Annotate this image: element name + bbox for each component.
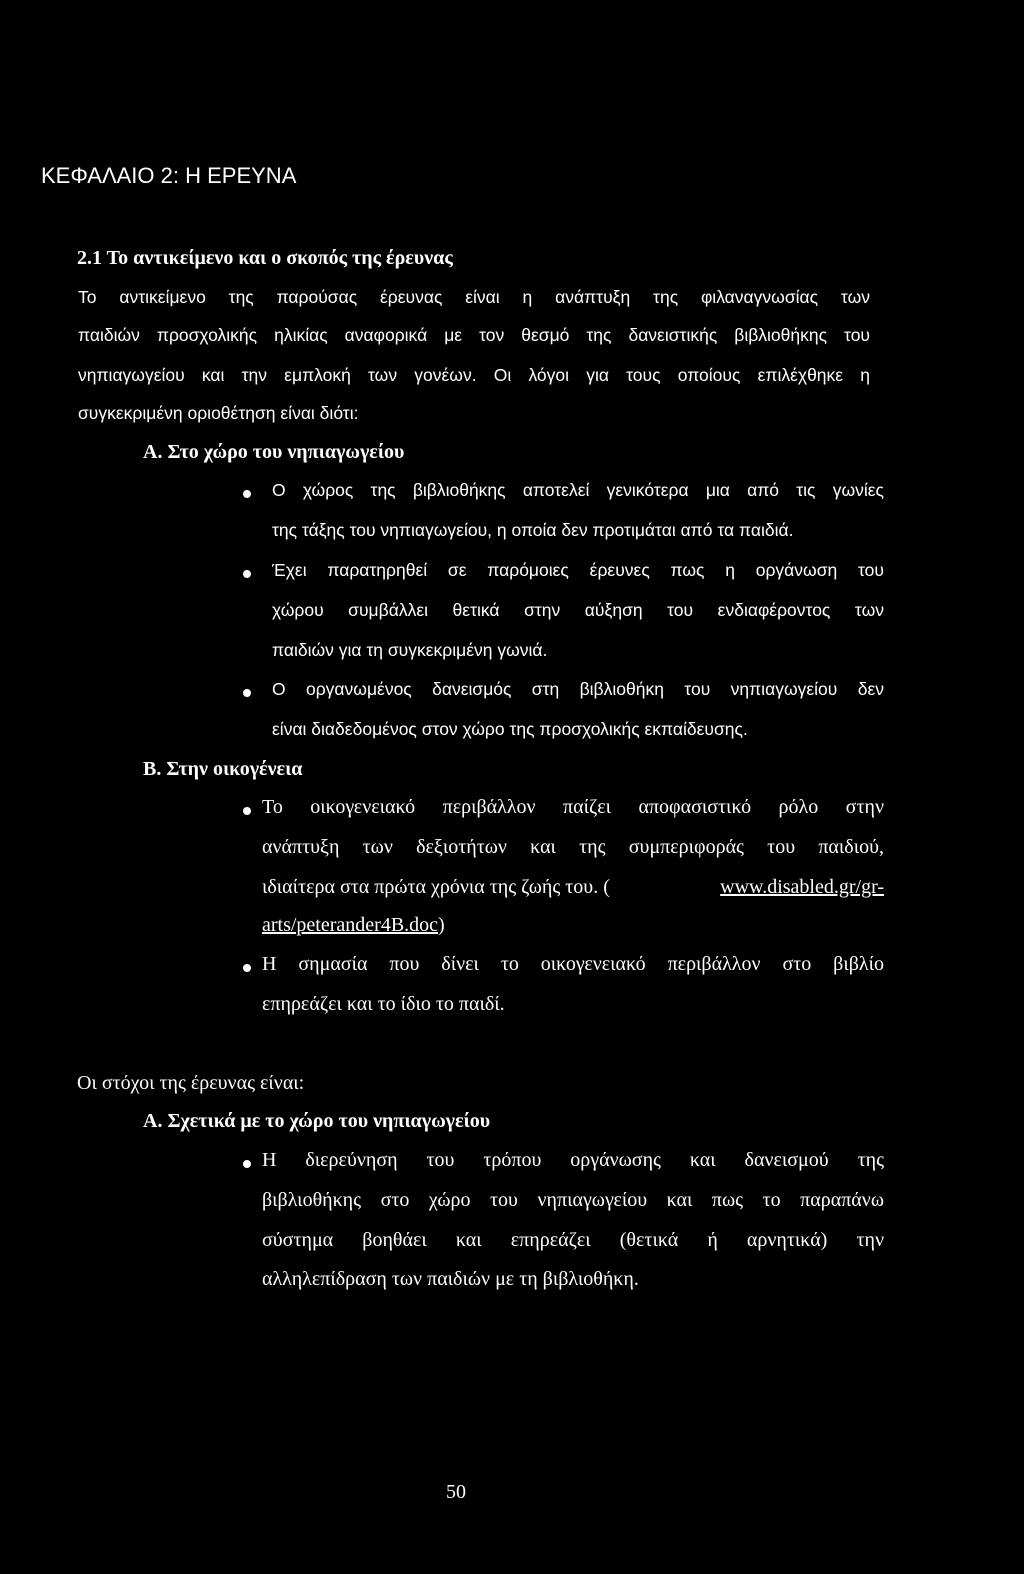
- intro-line-3: νηπιαγωγείου και την εμπλοκή των γονέων. Οι λόγοι για τους οποίους επιλέχθηκε η: [78, 365, 870, 385]
- intro-line-1: Το αντικείμενο της παρούσας έρευνας είναι η ανάπτυξη της φιλαναγνωσίας των: [78, 287, 870, 307]
- source-link-part-2[interactable]: arts/peterander4B.doc: [262, 914, 439, 936]
- section-a-bullet-2-line-3: παιδιών για τη συγκεκριμένη γωνιά.: [272, 640, 548, 660]
- section-b-bullet-1-line-1: Το οικογενειακό περιβάλλον παίζει αποφασιστικό ρόλο στην: [262, 796, 884, 818]
- section-b-bullet-1-line-2: ανάπτυξη των δεξιοτήτων και της συμπεριφοράς του παιδιού,: [262, 836, 884, 858]
- section-a-bullet-1-line-2: της τάξης του νηπιαγωγείου, η οποία δεν προτιμάται από τα παιδιά.: [272, 520, 794, 540]
- bullet-icon: [243, 1160, 251, 1168]
- bullet-icon: [243, 807, 251, 815]
- section-a-bullet-3-line-2: είναι διαδεδομένος στον χώρο της προσχολικής εκπαίδευσης.: [272, 719, 748, 739]
- intro-line-2: παιδιών προσχολικής ηλικίας αναφορικά με τον θεσμό της δανειστικής βιβλιοθήκης του: [78, 325, 870, 345]
- page-number: 50: [446, 1481, 466, 1503]
- bullet-icon: [243, 570, 251, 578]
- goals-bullet-line-3: σύστημα βοηθάει και επηρεάζει (θετικά ή αρνητικά) την: [262, 1229, 884, 1251]
- section-a-bullet-3-line-1: Ο οργανωμένος δανεισμός στη βιβλιοθήκη του νηπιαγωγείου δεν: [272, 679, 884, 699]
- section-b-bullet-1-line-4: [262, 914, 445, 937]
- source-link-part-1[interactable]: www.disabled.gr/gr-: [720, 876, 884, 898]
- bullet-icon: [243, 689, 251, 697]
- closing-paren: ): [438, 914, 445, 936]
- section-b-bullet-2-line-2: επηρεάζει και το ίδιο το παιδί.: [262, 993, 505, 1015]
- bullet-icon: [243, 964, 251, 972]
- goals-heading: Α. Σχετικά με το χώρο του νηπιαγωγείου: [143, 1110, 491, 1132]
- goals-intro: Οι στόχοι της έρευνας είναι:: [77, 1072, 305, 1094]
- section-b-bullet-1-text: ιδιαίτερα στα πρώτα χρόνια της ζωής του. (: [262, 876, 610, 898]
- section-a-heading: Α. Στο χώρο του νηπιαγωγείου: [143, 441, 405, 463]
- section-a-bullet-2-line-1: Έχει παρατηρηθεί σε παρόμοιες έρευνες πως η οργάνωση του: [272, 560, 884, 580]
- goals-bullet-line-2: βιβλιοθήκης στο χώρο του νηπιαγωγείου και πως το παραπάνω: [262, 1189, 884, 1211]
- section-a-bullet-1-line-1: Ο χώρος της βιβλιοθήκης αποτελεί γενικότερα μια από τις γωνίες: [272, 480, 884, 500]
- section-heading: 2.1 Το αντικείμενο και ο σκοπός της έρευνας: [77, 247, 453, 269]
- goals-bullet-line-1: Η διερεύνηση του τρόπου οργάνωσης και δανεισμού της: [262, 1149, 884, 1171]
- section-b-heading: Β. Στην οικογένεια: [143, 758, 303, 780]
- section-b-bullet-2-line-1: Η σημασία που δίνει το οικογενειακό περιβάλλον στο βιβλίο: [262, 953, 884, 975]
- bullet-icon: [243, 490, 251, 498]
- section-b-bullet-1-line-3: [262, 876, 884, 899]
- section-a-bullet-2-line-2: χώρου συμβάλλει θετικά στην αύξηση του ενδιαφέροντος των: [272, 600, 884, 620]
- intro-line-4: συγκεκριμένη οριοθέτηση είναι διότι:: [78, 403, 359, 423]
- chapter-title: ΚΕΦΑΛΑΙΟ 2: Η ΕΡΕΥΝΑ: [41, 163, 297, 188]
- goals-bullet-line-4: αλληλεπίδραση των παιδιών με τη βιβλιοθήκη.: [262, 1268, 639, 1290]
